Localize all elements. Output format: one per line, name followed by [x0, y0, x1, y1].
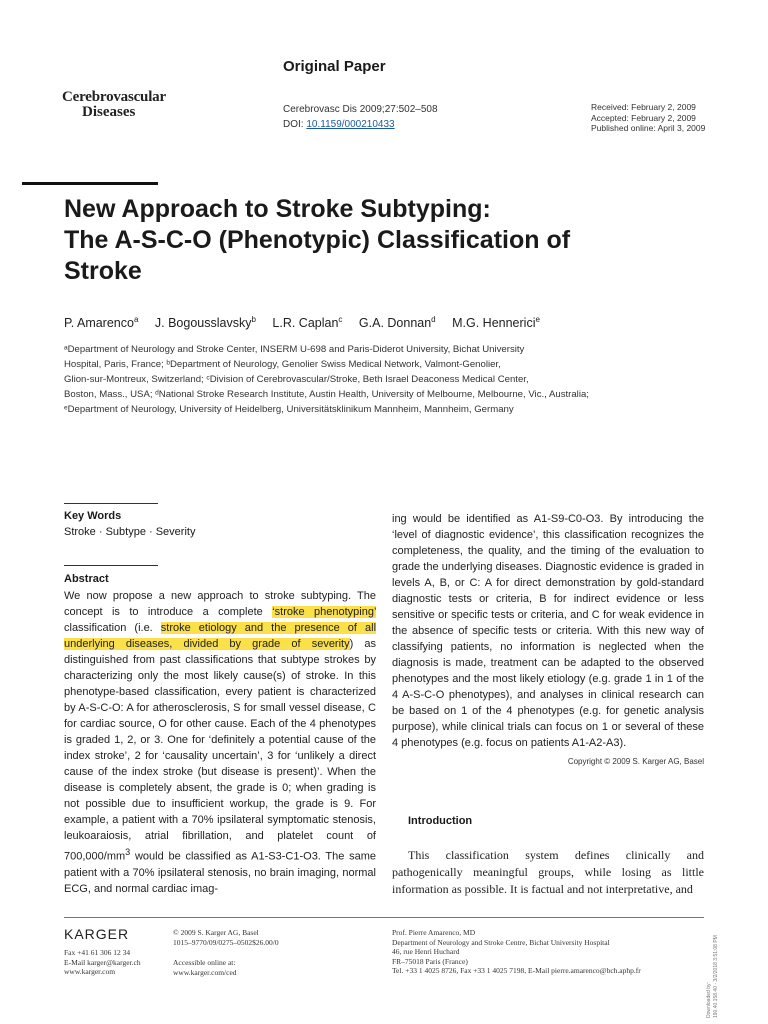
citation: Cerebrovasc Dis 2009;27:502–508 — [283, 104, 438, 115]
publisher-contact — [64, 948, 141, 977]
affiliation-line: Hospital, Paris, France; ᵇDepartment of Neurology, Genolier Swiss Medical Network, Valmont-Genolier, — [64, 359, 501, 370]
correspondent-city: FR–75018 Paris (France) — [392, 956, 468, 966]
access-label: Accessible online at: — [173, 958, 236, 967]
copyright-block — [173, 928, 279, 947]
affiliation-line: Boston, Mass., USA; ᵈNational Stroke Research Institute, Austin Health, University of Melbourne, Melbourne, Vic., Australia; — [64, 389, 589, 400]
publisher-website: www.karger.com — [64, 967, 116, 976]
author: J. Bogousslavsky$^b$ — [154, 315, 256, 331]
title-line: New Approach to Stroke Subtyping: — [64, 195, 491, 223]
publisher-fax: Fax +41 61 306 12 34 — [64, 948, 131, 957]
keywords-rule — [64, 503, 158, 504]
author-list — [64, 315, 553, 330]
stamp-line: Downloaded by: — [706, 982, 712, 1018]
author: L.R. Caplan$^c$ — [272, 315, 343, 331]
received-date: Received: February 2, 2009 — [591, 102, 696, 112]
affiliations — [64, 342, 704, 417]
doi-link[interactable]: 10.1159/000210433 — [306, 119, 395, 130]
affiliation-line: Glion-sur-Montreux, Switzerland; ᶜDivision of Cerebrovascular/Stroke, Beth Israel Deaconess Medical Center, — [64, 374, 529, 385]
abstract-text: We now propose a new approach to stroke subtyping. The concept is to introduce a complete ‘stroke phenotyping’ classification (i.e. stroke etiology and the presence of all underlying diseases, divided by grade of severity) as distinguished from past classifications that subtype strokes by characterizing only the most likely cause(s) of stroke. In this phenotype-based classification, every patient is characterized by A-S-C-O: A for atherosclerosis, S for small vessel disease, C for cardiac source, O for other cause. Each of the 4 phenotypes is graded 1, 2, or 3. One for ‘definitely a potential cause of the index stroke’, 2 for ‘causality uncertain’, 3 for ‘unlikely a direct cause of the index stroke (but disease is present)’. When the disease is completely absent, the grade is 0; when grading is not possible due to insufficient workup, the grade is 9. For example, a patient with a 70% ipsilateral symptomatic stenosis, leukoaraiosis, atrial fibrillation, and platelet count of $700,000/mm^3$ would be classified as A1-S3-C1-O3. The same patient with a 70% ipsilateral stenosis, no brain imaging, normal ECG, and normal cardiac imag- — [64, 590, 377, 895]
highlight: ‘stroke phenotyping’ — [272, 606, 377, 618]
abstract-continued: ing would be identified as A1-S9-C0-O3. By introducing the ‘level of diagnostic evidence’, this classification recognizes the completeness, the quality, and the timing of the evaluation to grade the underlying diseases. Diagnostic evidence is graded in levels A, B, or C: A for direct demonstration by gold-standard diagnostic tests or criteria, B for indirect evidence or less sensitive or specific tests or criteria, and C for weak evidence in the absence of specific tests or criteria. With this new way of classifying patients, no information is neglected when the diagnosis is made, treatment can be adapted to the observed phenotypes and the most likely etiology (e.g. grade 1 in 1 of the 4 A-S-C-O phenotypes), and analyses in clinical research can be based on 1 of the 4 phenotypes (e.g. for genetic analysis purpose), while clinical trials can focus on 1 or several of these 4 phenotypes (e.g. focus on patients A1-A2-A3). Copyright © 2009 S. Karger AG, Basel — [392, 511, 704, 770]
published-date: Published online: April 3, 2009 — [591, 123, 706, 133]
author: G.A. Donnan$^d$ — [358, 315, 436, 331]
copyright-notice: © 2009 S. Karger AG, Basel — [173, 928, 259, 937]
abstract-rule — [64, 565, 158, 566]
accepted-date: Accepted: February 2, 2009 — [591, 112, 696, 123]
citation-block — [283, 102, 438, 132]
journal-name-line1: Cerebrovascular — [62, 89, 166, 105]
journal-logo — [62, 90, 192, 120]
access-block — [173, 958, 237, 977]
correspondent-department: Department of Neurology and Stroke Centre, Bichat University Hospital — [392, 937, 610, 947]
affiliation-line: ᵃDepartment of Neurology and Stroke Center, INSERM U-698 and Paris-Diderot University, Bichat University — [64, 344, 525, 355]
introduction-text: This classification system defines clinically and pathogenically meaningful groups, while losing as little information as possible. It is factual and not interpretative, and — [392, 848, 704, 896]
affiliation-line: ᵉDepartment of Neurology, University of Heidelberg, Universitätsklinikum Mannheim, Mannheim, Germany — [64, 404, 514, 415]
access-url[interactable]: www.karger.com/ced — [173, 967, 237, 977]
title-line: The A-S-C-O (Phenotypic) Classification of — [64, 226, 571, 254]
publisher-email: E-Mail karger@karger.ch — [64, 957, 141, 967]
author: M.G. Hennerici$^e$ — [452, 315, 540, 331]
author: P. Amarenco$^a$ — [64, 315, 139, 331]
title-rule — [22, 182, 158, 185]
correspondent-contact: Tel. +33 1 4025 8726, Fax +33 1 4025 7198, E-Mail pierre.amarenco@bch.aphp.fr — [392, 966, 641, 975]
doi-prefix: DOI: — [283, 119, 307, 130]
issn: 1015–9770/09/0275–0502$26.00/0 — [173, 937, 279, 947]
footer-rule — [64, 917, 704, 918]
publisher-logo: KARGER — [64, 926, 130, 942]
correspondent-name: Prof. Pierre Amarenco, MD — [392, 928, 476, 937]
introduction-heading: Introduction — [408, 815, 473, 827]
keywords-text: Stroke · Subtype · Severity — [64, 526, 196, 538]
stamp-line: 190.40.158.40 - 3/2/2018 3:51:08 PM — [713, 935, 719, 1018]
paper-title — [64, 194, 664, 287]
publication-dates — [591, 102, 705, 134]
download-stamp — [706, 908, 720, 1018]
abstract-copyright: Copyright © 2009 S. Karger AG, Basel — [567, 757, 704, 766]
journal-name-line2: Diseases — [82, 104, 136, 120]
keywords-heading: Key Words — [64, 510, 122, 522]
highlight: stroke etiology and the presence of all underlying diseases, divided by grade of severity — [64, 622, 377, 650]
doi-line — [283, 117, 438, 132]
correspondent-street: 46, rue Henri Huchard — [392, 947, 460, 956]
abstract-heading: Abstract — [64, 573, 109, 585]
paper-type: Original Paper — [283, 58, 386, 75]
title-line: Stroke — [64, 257, 142, 285]
correspondence-address — [392, 928, 712, 976]
